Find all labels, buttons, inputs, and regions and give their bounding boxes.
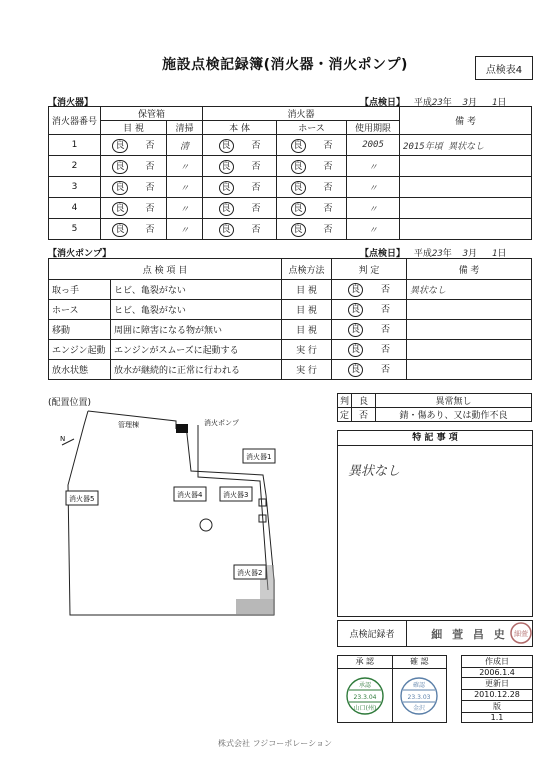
ext-row xyxy=(49,219,532,240)
visual-cell xyxy=(101,135,167,156)
approval-box xyxy=(337,655,447,723)
h-ext-no: 消火器番号 xyxy=(49,107,101,135)
version-label: 版 xyxy=(462,701,532,713)
judgment-legend xyxy=(337,393,532,422)
bad-mark: 否 xyxy=(323,224,333,235)
legend-judge-1: 判 xyxy=(338,394,352,408)
map-ext-1: 消火器1 xyxy=(246,453,272,461)
site-boundary xyxy=(68,411,274,615)
ext-no: 1 xyxy=(49,135,101,156)
ext-note xyxy=(400,177,532,198)
expiry: 〃 xyxy=(347,219,400,240)
ext-note xyxy=(400,156,532,177)
pump-judge-cell xyxy=(332,300,407,320)
pump-label: 消火ポンプ xyxy=(204,419,239,427)
version-value: 1.1 xyxy=(490,712,504,722)
good-mark: 良 xyxy=(112,181,127,195)
stamp2-name: 金沢 xyxy=(413,704,426,712)
bad-mark: 否 xyxy=(251,161,261,172)
ext-no: 5 xyxy=(49,219,101,240)
pump-item: エンジン起動 xyxy=(49,340,111,360)
bad-mark: 否 xyxy=(381,365,391,375)
h-notes: 備 考 xyxy=(407,259,532,280)
created-date: 2006.1.4 xyxy=(462,668,532,678)
pump-method: 目 視 xyxy=(282,300,332,320)
date-month: 3 xyxy=(462,98,469,108)
document-info xyxy=(461,655,533,723)
pump-judge-cell xyxy=(332,340,407,360)
h-visual: 目 視 xyxy=(101,121,167,135)
good-mark: 良 xyxy=(219,223,234,237)
pump-table xyxy=(48,258,532,380)
h-notes: 備 考 xyxy=(400,107,532,135)
date-day: 1 xyxy=(491,98,498,108)
ext-section-label: 【消火器】 xyxy=(48,98,94,108)
bad-mark: 否 xyxy=(381,345,391,355)
map-ext-4: 消火器4 xyxy=(177,491,203,499)
bad-mark: 否 xyxy=(381,305,391,315)
stamp1-name: 山口(州) xyxy=(353,704,377,712)
pump-location-marker xyxy=(176,424,188,433)
good-mark: 良 xyxy=(112,223,127,237)
body-cell xyxy=(203,177,277,198)
visual-cell xyxy=(101,219,167,240)
map-ext-5: 消火器5 xyxy=(69,495,95,503)
bad-mark: 否 xyxy=(145,203,155,214)
h-judge: 判 定 xyxy=(332,259,407,280)
pump-row xyxy=(49,340,532,360)
pump-item: 移動 xyxy=(49,320,111,340)
good-mark: 良 xyxy=(112,202,127,216)
pump-judge-cell xyxy=(332,280,407,300)
legend-good-desc: 異常無し xyxy=(376,394,532,408)
ext-no: 3 xyxy=(49,177,101,198)
h-hose: ホース xyxy=(277,121,347,135)
expiry: 2005 xyxy=(347,135,400,156)
date-year-unit: 年 xyxy=(442,249,452,259)
legend-good: 良 xyxy=(352,394,376,408)
clean-mark: 〃 xyxy=(167,156,203,177)
pump-judge-cell xyxy=(332,320,407,340)
bad-mark: 否 xyxy=(251,140,261,151)
expiry: 〃 xyxy=(347,198,400,219)
good-mark: 良 xyxy=(219,181,234,195)
bad-mark: 否 xyxy=(145,182,155,193)
ext-row xyxy=(49,198,532,219)
good-mark: 良 xyxy=(112,139,127,153)
pump-row xyxy=(49,300,532,320)
pump-method: 実 行 xyxy=(282,360,332,380)
recorder-seal xyxy=(508,620,534,646)
layout-label: (配置位置) xyxy=(48,398,92,408)
bad-mark: 否 xyxy=(145,140,155,151)
pump-desc: ヒビ、亀裂がない xyxy=(111,300,282,320)
legend-bad: 否 xyxy=(352,408,376,422)
stamp2-top: 確認 xyxy=(413,681,426,689)
clean-mark: 〃 xyxy=(167,219,203,240)
date-year-unit: 年 xyxy=(442,98,452,108)
legend-judge-2: 定 xyxy=(338,408,352,422)
seal-text: 細萱 xyxy=(514,630,528,638)
layout-map xyxy=(48,405,288,620)
clean-mark: 〃 xyxy=(167,177,203,198)
bad-mark: 否 xyxy=(251,224,261,235)
hose-cell xyxy=(277,219,347,240)
h-body: 本 体 xyxy=(203,121,277,135)
pump-item: ホース xyxy=(49,300,111,320)
date-day-unit: 日 xyxy=(497,249,507,259)
page-title: 施設点検記録簿(消火器・消火ポンプ) xyxy=(162,57,408,73)
approval-stamp xyxy=(345,674,385,718)
visual-cell xyxy=(101,198,167,219)
pump-section-label: 【消火ポンプ】 xyxy=(48,249,112,259)
body-cell xyxy=(203,198,277,219)
visual-cell xyxy=(101,156,167,177)
ext-note: 2015年頃 異状なし xyxy=(400,135,532,156)
bad-mark: 否 xyxy=(251,203,261,214)
pump-item: 取っ手 xyxy=(49,280,111,300)
good-mark: 良 xyxy=(219,202,234,216)
recorder-box xyxy=(337,620,533,647)
h-method: 点検方法 xyxy=(282,259,332,280)
bad-mark: 否 xyxy=(145,224,155,235)
stamp1-date: 23.3.04 xyxy=(353,693,377,701)
hose-cell xyxy=(277,135,347,156)
north-label: N xyxy=(60,435,66,443)
date-day: 1 xyxy=(491,249,498,259)
h-clean: 清掃 xyxy=(167,121,203,135)
pump-note xyxy=(407,300,532,320)
bad-mark: 否 xyxy=(251,182,261,193)
hose-cell xyxy=(277,177,347,198)
ext-row xyxy=(49,156,532,177)
body-cell xyxy=(203,135,277,156)
pump-note xyxy=(407,340,532,360)
date-year: 23 xyxy=(431,98,443,108)
confirm-header: 確 認 xyxy=(393,656,447,669)
ext-no: 4 xyxy=(49,198,101,219)
date-era: 平成 xyxy=(413,249,432,259)
good-mark: 良 xyxy=(348,303,363,317)
confirm-stamp xyxy=(399,674,439,718)
circle-marker xyxy=(200,519,212,531)
h-storage-box: 保管箱 xyxy=(101,107,203,121)
building-label: 管理棟 xyxy=(118,421,139,429)
date-day-unit: 日 xyxy=(497,98,507,108)
bad-mark: 否 xyxy=(323,182,333,193)
bad-mark: 否 xyxy=(381,325,391,335)
updated-date: 2010.12.28 xyxy=(462,690,532,700)
recorder-name: 細 萱 昌 史 xyxy=(431,627,508,641)
clean-mark: 清 xyxy=(167,135,203,156)
good-mark: 良 xyxy=(348,283,363,297)
special-notes-header: 特 記 事 項 xyxy=(338,431,532,446)
pump-judge-cell xyxy=(332,360,407,380)
clean-mark: 〃 xyxy=(167,198,203,219)
good-mark: 良 xyxy=(348,323,363,337)
footer-company: 株式会社 フジコーポレーション xyxy=(218,739,332,748)
pump-item: 放水状態 xyxy=(49,360,111,380)
pump-note: 異状なし xyxy=(407,280,532,300)
h-expiry: 使用期限 xyxy=(347,121,400,135)
pump-desc: ヒビ、亀裂がない xyxy=(111,280,282,300)
pump-desc: 放水が継続的に正常に行われる xyxy=(111,360,282,380)
date-era: 平成 xyxy=(413,98,432,108)
small-box-1 xyxy=(259,499,266,506)
h-item: 点 検 項 目 xyxy=(49,259,282,280)
pump-method: 実 行 xyxy=(282,340,332,360)
good-mark: 良 xyxy=(348,343,363,357)
form-number: 点検表4 xyxy=(475,56,533,80)
stamp1-top: 承認 xyxy=(358,681,371,689)
updated-label: 更新日 xyxy=(462,678,532,690)
good-mark: 良 xyxy=(291,160,306,174)
pump-method: 目 視 xyxy=(282,280,332,300)
pump-desc: 周囲に障害になる物が無い xyxy=(111,320,282,340)
date-label: 【点検日】 xyxy=(360,98,406,108)
special-notes-text: 異状なし xyxy=(348,464,401,479)
approve-header: 承 認 xyxy=(338,656,392,669)
pump-row xyxy=(49,360,532,380)
date-month: 3 xyxy=(462,249,469,259)
good-mark: 良 xyxy=(291,223,306,237)
pump-row xyxy=(49,280,532,300)
ext-no: 2 xyxy=(49,156,101,177)
ext-note xyxy=(400,198,532,219)
good-mark: 良 xyxy=(348,363,363,377)
ext-row xyxy=(49,135,532,156)
good-mark: 良 xyxy=(291,181,306,195)
hatched-area xyxy=(236,599,274,615)
pump-note xyxy=(407,360,532,380)
body-cell xyxy=(203,219,277,240)
good-mark: 良 xyxy=(219,139,234,153)
expiry: 〃 xyxy=(347,177,400,198)
bad-mark: 否 xyxy=(145,161,155,172)
stamp2-date: 23.3.03 xyxy=(407,693,431,701)
date-year: 23 xyxy=(431,249,443,259)
pump-desc: エンジンがスムーズに起動する xyxy=(111,340,282,360)
ext-note xyxy=(400,219,532,240)
pump-row xyxy=(49,320,532,340)
bad-mark: 否 xyxy=(323,203,333,214)
h-extinguisher: 消火器 xyxy=(203,107,400,121)
hose-cell xyxy=(277,156,347,177)
recorder-label: 点検記録者 xyxy=(338,621,407,646)
date-label: 【点検日】 xyxy=(360,249,406,259)
good-mark: 良 xyxy=(291,139,306,153)
pump-note xyxy=(407,320,532,340)
date-month-unit: 月 xyxy=(468,249,478,259)
good-mark: 良 xyxy=(291,202,306,216)
bad-mark: 否 xyxy=(381,285,391,295)
bad-mark: 否 xyxy=(323,161,333,172)
visual-cell xyxy=(101,177,167,198)
body-cell xyxy=(203,156,277,177)
pump-method: 目 視 xyxy=(282,320,332,340)
extinguisher-table xyxy=(48,106,532,240)
map-ext-3: 消火器3 xyxy=(223,491,249,499)
special-notes-box xyxy=(337,430,533,617)
ext-row xyxy=(49,177,532,198)
expiry: 〃 xyxy=(347,156,400,177)
map-ext-2: 消火器2 xyxy=(237,569,263,577)
good-mark: 良 xyxy=(112,160,127,174)
legend-bad-desc: 錆・傷あり、又は動作不良 xyxy=(376,408,532,422)
bad-mark: 否 xyxy=(323,140,333,151)
created-label: 作成日 xyxy=(462,656,532,668)
date-month-unit: 月 xyxy=(468,98,478,108)
hose-cell xyxy=(277,198,347,219)
good-mark: 良 xyxy=(219,160,234,174)
